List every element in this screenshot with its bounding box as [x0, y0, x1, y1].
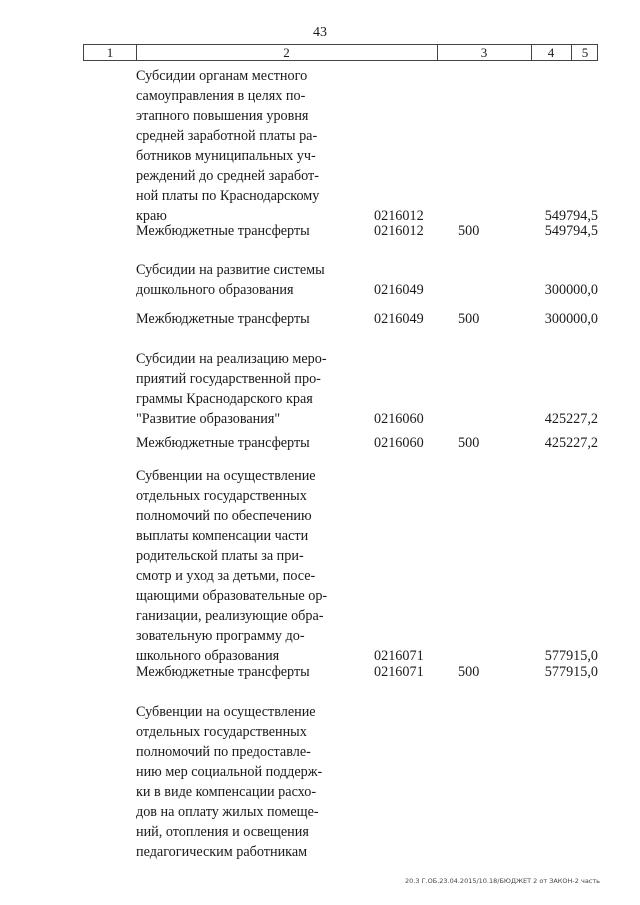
row-name-line: Субсидии на развитие системы [136, 262, 325, 278]
row-name-line: зовательную программу до- [136, 628, 305, 644]
row-amount: 300000,0 [544, 311, 598, 327]
row-amount: 577915,0 [544, 664, 598, 680]
row-code: 0216071 [374, 648, 424, 664]
row-code: 0216012 [374, 208, 424, 224]
row-name-line: "Развитие образования" [136, 411, 281, 427]
row-amount: 549794,5 [544, 223, 598, 239]
row-name-line: Субвенции на осуществление [136, 704, 316, 720]
row-name [136, 662, 348, 682]
row-name-line: ний, отопления и освещения [136, 824, 309, 840]
row-name-line: смотр и уход за детьми, посе- [136, 568, 316, 584]
row-name [136, 309, 348, 329]
row-name-line: граммы Краснодарского края [136, 391, 313, 407]
header-col-2: 2 [283, 45, 290, 60]
row-name-line: средней заработной платы ра- [136, 128, 318, 144]
header-col-3: 3 [480, 45, 488, 60]
row-expense-type: 500 [458, 435, 480, 451]
row-name-line: родительской платы за при- [136, 548, 304, 564]
row-name-line: выплаты компенсации части [136, 528, 309, 544]
row-name-line: Субсидии на реализацию меро- [136, 351, 327, 367]
row-name [136, 349, 348, 429]
row-name-line: Межбюджетные трансферты [136, 223, 310, 239]
row-name-line: школьного образования [136, 648, 280, 664]
row-name [136, 66, 348, 226]
row-name [136, 466, 348, 666]
row-name [136, 702, 348, 862]
row-amount: 300000,0 [544, 282, 598, 298]
row-name-line: педагогическим работникам [136, 844, 308, 860]
row-name-line: Межбюджетные трансферты [136, 311, 310, 327]
row-expense-type: 500 [458, 223, 480, 239]
row-code: 0216060 [374, 411, 424, 427]
row-code: 0216012 [374, 223, 424, 239]
row-amount: 549794,5 [544, 208, 598, 224]
row-name-line: реждений до средней заработ- [136, 168, 319, 184]
row-code: 0216060 [374, 435, 424, 451]
row-name-line: щающими образовательные ор- [136, 588, 328, 604]
row-name-line: Межбюджетные трансферты [136, 664, 310, 680]
row-name-line: ки в виде компенсации расхо- [136, 784, 317, 800]
row-name-line: полномочий по предоставле- [136, 744, 311, 760]
page-number: 43 [313, 25, 327, 40]
row-name-line: нию мер социальной поддерж- [136, 764, 323, 780]
row-name-line: этапного повышения уровня [136, 108, 309, 124]
row-name [136, 433, 348, 453]
row-amount: 425227,2 [544, 411, 598, 427]
row-amount: 577915,0 [544, 648, 598, 664]
row-name [136, 260, 348, 300]
row-name-line: Межбюджетные трансферты [136, 435, 310, 451]
row-code: 0216049 [374, 282, 424, 298]
row-name-line: Субсидии органам местного [136, 68, 308, 84]
header-col-4: 4 [547, 45, 555, 60]
row-code: 0216049 [374, 311, 424, 327]
row-name-line: краю [136, 208, 167, 224]
row-name-line: ботников муниципальных уч- [136, 148, 316, 164]
row-name-line: самоуправления в целях по- [136, 88, 306, 104]
row-name-line: отдельных государственных [136, 724, 307, 740]
row-name-line: ной платы по Краснодарскому [136, 188, 320, 204]
row-name-line: Субвенции на осуществление [136, 468, 316, 484]
row-expense-type: 500 [458, 664, 480, 680]
row-name-line: ганизации, реализующие обра- [136, 608, 324, 624]
row-code: 0216071 [374, 664, 424, 680]
row-name-line: дошкольного образования [136, 282, 294, 298]
row-name-line: дов на оплату жилых помеще- [136, 804, 319, 820]
header-col-5: 5 [581, 45, 589, 60]
table-header [83, 44, 598, 61]
row-name [136, 221, 348, 241]
row-expense-type: 500 [458, 311, 480, 327]
row-name-line: приятий государственной про- [136, 371, 321, 387]
footer-reference: 20.3 Г.ОБ.23.04.2015/10.18/БЮДЖЕТ 2 от ЗАКОН-2 часть [405, 877, 600, 885]
row-name-line: отдельных государственных [136, 488, 307, 504]
row-amount: 425227,2 [544, 435, 598, 451]
header-col-1: 1 [106, 45, 114, 60]
row-name-line: полномочий по обеспечению [136, 508, 312, 524]
